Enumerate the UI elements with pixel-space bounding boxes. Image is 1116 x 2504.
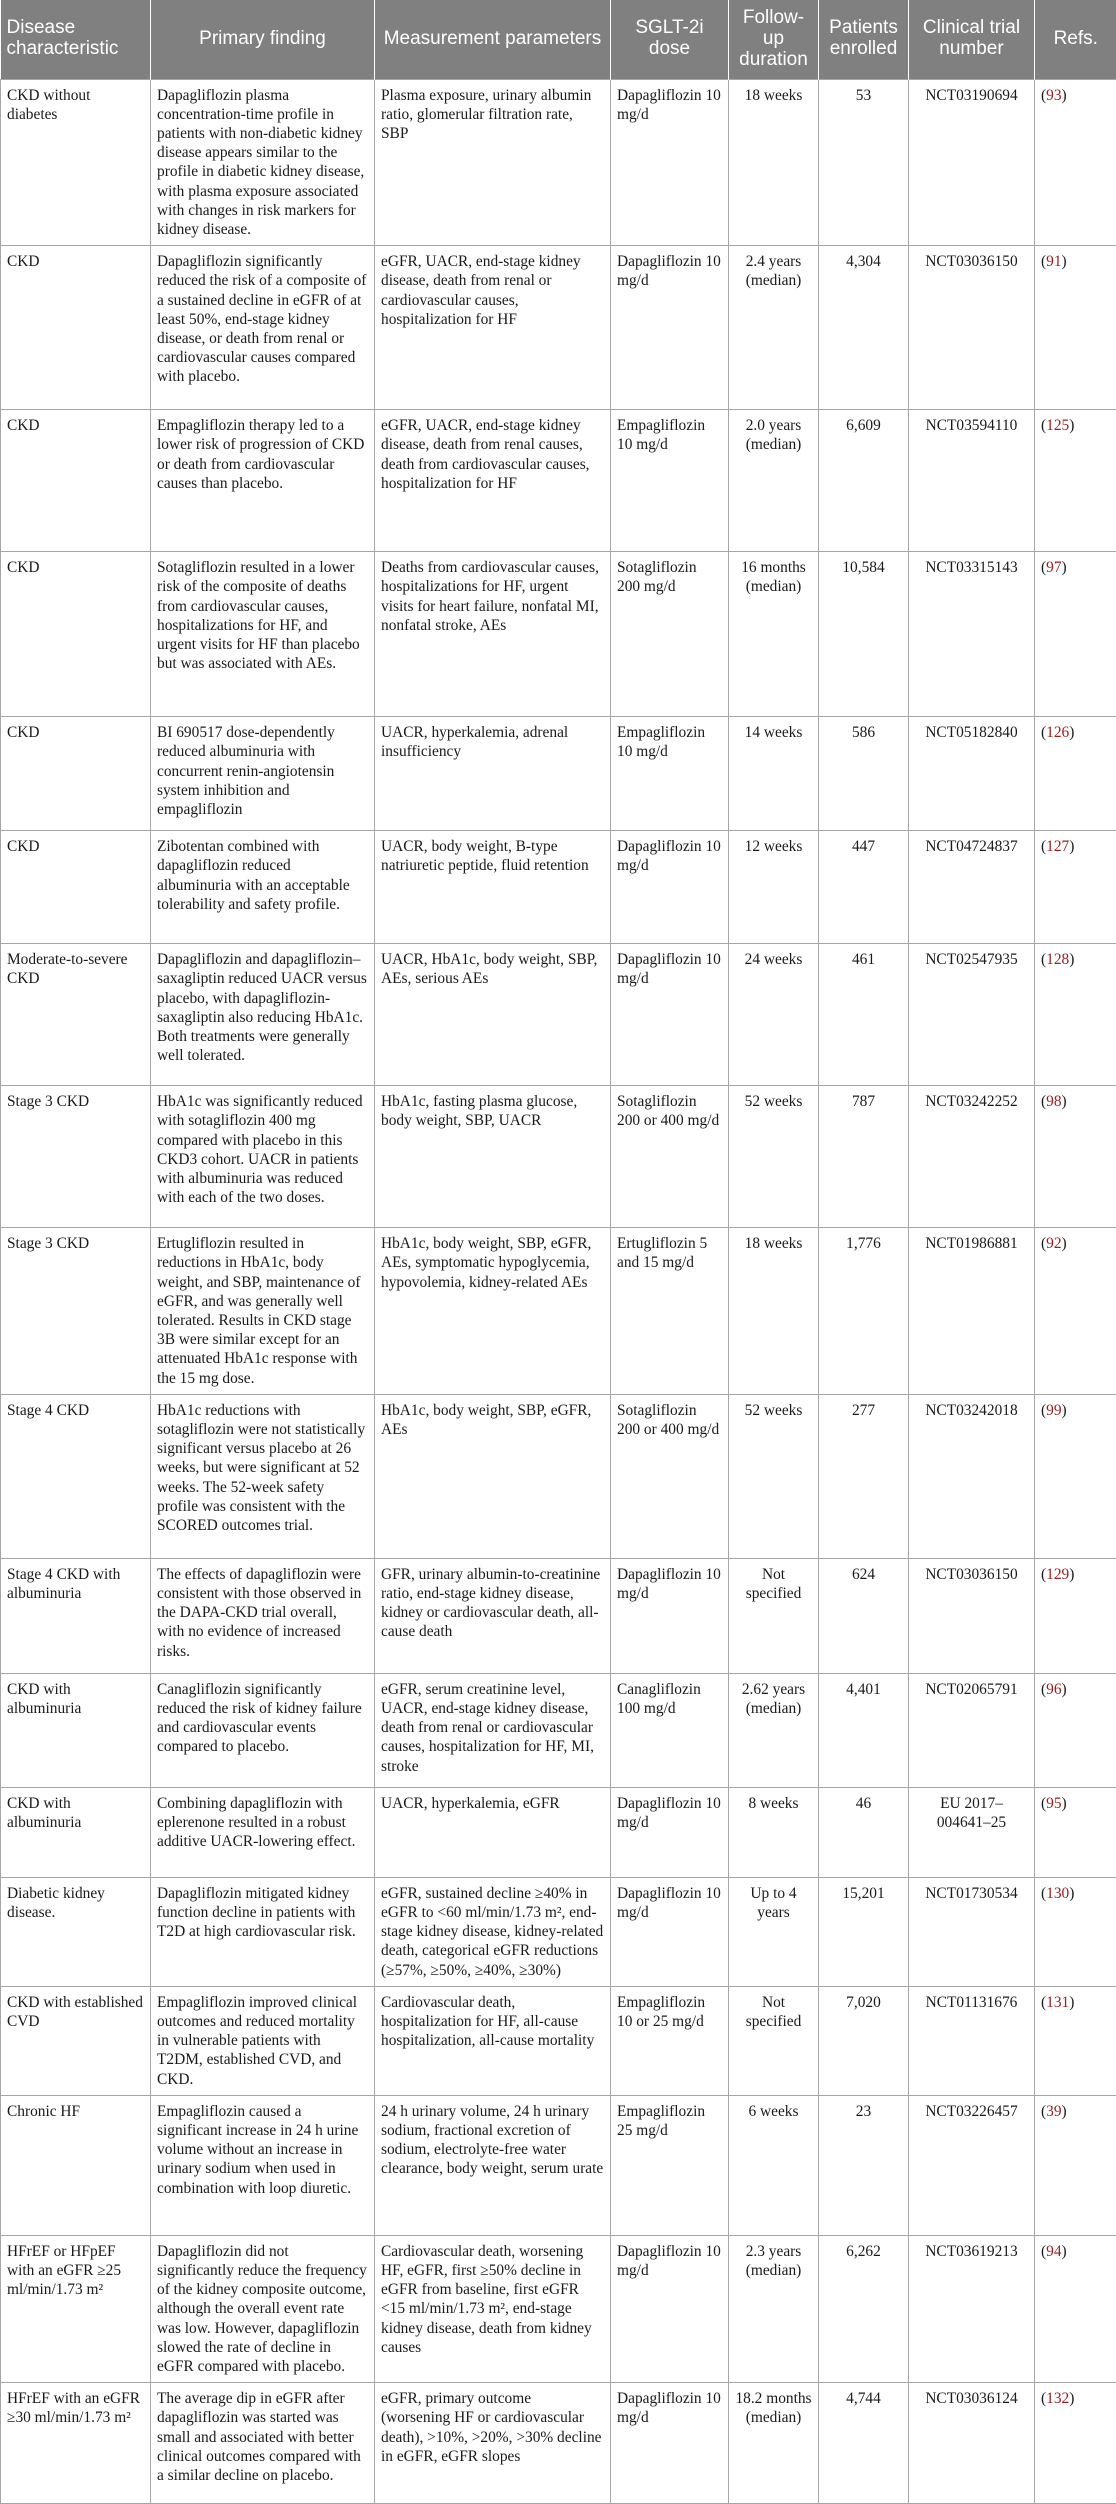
trial-cell: NCT03190694	[909, 79, 1035, 246]
finding-cell: The average dip in eGFR after dapagliflozin was started was small and associated with better clinical outcomes compared with a similar decline on placebo.	[151, 2383, 375, 2504]
ref-cell: (131)	[1035, 1986, 1116, 2095]
ref-link[interactable]: 125	[1046, 417, 1069, 434]
ref-cell: (39)	[1035, 2095, 1116, 2235]
table-row	[1, 1394, 1116, 1558]
ref-link[interactable]: 91	[1046, 253, 1061, 270]
disease-cell: Moderate-to-severe CKD	[1, 944, 151, 1086]
followup-cell: 2.4 years (median)	[729, 246, 819, 410]
dose-cell: Empagliflozin 10 mg/d	[611, 717, 729, 831]
disease-cell: CKD	[1, 410, 151, 552]
disease-cell: Stage 3 CKD	[1, 1228, 151, 1395]
ref-cell: (96)	[1035, 1673, 1116, 1787]
dose-cell: Sotagliflozin 200 or 400 mg/d	[611, 1394, 729, 1558]
parameters-cell: UACR, hyperkalemia, adrenal insufficiency	[375, 717, 611, 831]
ref-cell: (95)	[1035, 1787, 1116, 1877]
disease-cell: CKD without diabetes	[1, 79, 151, 246]
disease-cell: CKD	[1, 246, 151, 410]
ref-link[interactable]: 94	[1046, 2243, 1061, 2260]
parameters-cell: HbA1c, fasting plasma glucose, body weight, SBP, UACR	[375, 1086, 611, 1228]
table-row	[1, 2383, 1116, 2504]
disease-cell: CKD with established CVD	[1, 1986, 151, 2095]
followup-cell: 6 weeks	[729, 2095, 819, 2235]
disease-cell: HFrEF with an eGFR ≥30 ml/min/1.73 m²	[1, 2383, 151, 2504]
dose-cell: Ertugliflozin 5 and 15 mg/d	[611, 1228, 729, 1395]
parameters-cell: Plasma exposure, urinary albumin ratio, glomerular filtration rate, SBP	[375, 79, 611, 246]
patients-cell: 447	[819, 831, 909, 944]
followup-cell: 24 weeks	[729, 944, 819, 1086]
parameters-cell: eGFR, UACR, end-stage kidney disease, death from renal or cardiovascular causes, hospitalization for HF	[375, 246, 611, 410]
table-row	[1, 831, 1116, 944]
ref-cell: (97)	[1035, 552, 1116, 717]
disease-cell: Chronic HF	[1, 2095, 151, 2235]
ref-link[interactable]: 130	[1046, 1885, 1069, 1902]
header-trial: Clinical trial number	[909, 0, 1035, 79]
header-refs: Refs.	[1035, 0, 1116, 79]
trial-cell: NCT01131676	[909, 1986, 1035, 2095]
ref-link[interactable]: 126	[1046, 724, 1069, 741]
table-row	[1, 717, 1116, 831]
followup-cell: Not specified	[729, 1986, 819, 2095]
dose-cell: Dapagliflozin 10 mg/d	[611, 79, 729, 246]
table-row	[1, 1558, 1116, 1673]
trial-cell: NCT02065791	[909, 1673, 1035, 1787]
finding-cell: BI 690517 dose-dependently reduced albuminuria with concurrent renin-angiotensin system inhibition and empagliflozin	[151, 717, 375, 831]
patients-cell: 15,201	[819, 1877, 909, 1986]
patients-cell: 53	[819, 79, 909, 246]
trial-cell: NCT03036124	[909, 2383, 1035, 2504]
finding-cell: Sotagliflozin resulted in a lower risk of the composite of deaths from cardiovascular causes, hospitalizations for HF, and urgent visits for HF than placebo but was associated with AEs.	[151, 552, 375, 717]
ref-cell: (127)	[1035, 831, 1116, 944]
parameters-cell: Cardiovascular death, worsening HF, eGFR, first ≥50% decline in eGFR from baseline, first eGFR <15 ml/min/1.73 m², end-stage kidney disease, death from kidney causes	[375, 2235, 611, 2382]
ref-link[interactable]: 129	[1046, 1566, 1069, 1583]
table-row	[1, 79, 1116, 246]
dose-cell: Sotagliflozin 200 or 400 mg/d	[611, 1086, 729, 1228]
table-row	[1, 2235, 1116, 2382]
ref-link[interactable]: 131	[1046, 1994, 1069, 2011]
followup-cell: 16 months (median)	[729, 552, 819, 717]
finding-cell: Canagliflozin significantly reduced the risk of kidney failure and cardiovascular events compared to placebo.	[151, 1673, 375, 1787]
finding-cell: HbA1c was significantly reduced with sotagliflozin 400 mg compared with placebo in this CKD3 cohort. UACR in patients with albuminuria was reduced with each of the two doses.	[151, 1086, 375, 1228]
ref-cell: (99)	[1035, 1394, 1116, 1558]
parameters-cell: Cardiovascular death, hospitalization for HF, all-cause hospitalization, all-cause mortality	[375, 1986, 611, 2095]
disease-cell: Stage 3 CKD	[1, 1086, 151, 1228]
finding-cell: Dapagliflozin significantly reduced the risk of a composite of a sustained decline in eGFR of at least 50%, end-stage kidney disease, or death from renal or cardiovascular causes compared with placebo.	[151, 246, 375, 410]
parameters-cell: HbA1c, body weight, SBP, eGFR, AEs, symptomatic hypoglycemia, hypovolemia, kidney-related AEs	[375, 1228, 611, 1395]
followup-cell: 18 weeks	[729, 79, 819, 246]
trial-cell: NCT02547935	[909, 944, 1035, 1086]
disease-cell: HFrEF or HFpEF with an eGFR ≥25 ml/min/1.73 m²	[1, 2235, 151, 2382]
patients-cell: 461	[819, 944, 909, 1086]
disease-cell: CKD with albuminuria	[1, 1673, 151, 1787]
trial-cell: NCT03619213	[909, 2235, 1035, 2382]
ref-link[interactable]: 97	[1046, 559, 1061, 576]
trial-cell: NCT03594110	[909, 410, 1035, 552]
dose-cell: Dapagliflozin 10 mg/d	[611, 944, 729, 1086]
trial-cell: NCT03242018	[909, 1394, 1035, 1558]
header-row	[1, 0, 1116, 79]
finding-cell: Zibotentan combined with dapagliflozin reduced albuminuria with an acceptable tolerability and safety profile.	[151, 831, 375, 944]
ref-link[interactable]: 95	[1046, 1795, 1061, 1812]
trial-cell: NCT04724837	[909, 831, 1035, 944]
parameters-cell: eGFR, UACR, end-stage kidney disease, death from renal causes, death from cardiovascular causes, hospitalization for HF	[375, 410, 611, 552]
ref-cell: (93)	[1035, 79, 1116, 246]
ref-cell: (126)	[1035, 717, 1116, 831]
table-row	[1, 246, 1116, 410]
table-row	[1, 410, 1116, 552]
disease-cell: CKD	[1, 831, 151, 944]
ref-link[interactable]: 128	[1046, 951, 1069, 968]
trial-cell: NCT01730534	[909, 1877, 1035, 1986]
ref-cell: (128)	[1035, 944, 1116, 1086]
table-row	[1, 944, 1116, 1086]
patients-cell: 10,584	[819, 552, 909, 717]
dose-cell: Empagliflozin 25 mg/d	[611, 2095, 729, 2235]
followup-cell: 2.62 years (median)	[729, 1673, 819, 1787]
disease-cell: Diabetic kidney disease.	[1, 1877, 151, 1986]
table-row	[1, 1228, 1116, 1395]
patients-cell: 1,776	[819, 1228, 909, 1395]
dose-cell: Dapagliflozin 10 mg/d	[611, 1877, 729, 1986]
table-row	[1, 1787, 1116, 1877]
disease-cell: Stage 4 CKD	[1, 1394, 151, 1558]
followup-cell: 18.2 months (median)	[729, 2383, 819, 2504]
finding-cell: Empagliflozin caused a significant increase in 24 h urine volume without an increase in urinary sodium when used in combination with loop diuretic.	[151, 2095, 375, 2235]
ref-link[interactable]: 96	[1046, 1681, 1061, 1698]
patients-cell: 7,020	[819, 1986, 909, 2095]
finding-cell: Combining dapagliflozin with eplerenone resulted in a robust additive UACR-lowering effect.	[151, 1787, 375, 1877]
finding-cell: HbA1c reductions with sotagliflozin were not statistically significant versus placebo at 26 weeks, but were significant at 52 weeks. The 52-week safety profile was consistent with the SCORED outcomes trial.	[151, 1394, 375, 1558]
ref-link[interactable]: 99	[1046, 1402, 1061, 1419]
disease-cell: Stage 4 CKD with albuminuria	[1, 1558, 151, 1673]
finding-cell: Ertugliflozin resulted in reductions in HbA1c, body weight, and SBP, maintenance of eGFR, and was generally well tolerated. Results in CKD stage 3B were similar except for an attenuated HbA1c response with the 15 mg dose.	[151, 1228, 375, 1395]
patients-cell: 624	[819, 1558, 909, 1673]
ref-cell: (98)	[1035, 1086, 1116, 1228]
finding-cell: Dapagliflozin did not significantly reduce the frequency of the kidney composite outcome, although the overall event rate was low. However, dapagliflozin slowed the rate of decline in eGFR compared with placebo.	[151, 2235, 375, 2382]
trial-cell: EU 2017–004641–25	[909, 1787, 1035, 1877]
trial-cell: NCT05182840	[909, 717, 1035, 831]
trial-cell: NCT03226457	[909, 2095, 1035, 2235]
ref-cell: (92)	[1035, 1228, 1116, 1395]
dose-cell: Sotagliflozin 200 mg/d	[611, 552, 729, 717]
disease-cell: CKD	[1, 552, 151, 717]
header-dose: SGLT-2i dose	[611, 0, 729, 79]
dose-cell: Dapagliflozin 10 mg/d	[611, 246, 729, 410]
header-finding: Primary finding	[151, 0, 375, 79]
parameters-cell: eGFR, sustained decline ≥40% in eGFR to <60 ml/min/1.73 m², end-stage kidney disease, kidney-related death, categorical eGFR reductions (≥57%, ≥50%, ≥40%, ≥30%)	[375, 1877, 611, 1986]
followup-cell: 52 weeks	[729, 1086, 819, 1228]
parameters-cell: eGFR, serum creatinine level, UACR, end-stage kidney disease, death from renal or cardiovascular causes, hospitalization for HF, MI, stroke	[375, 1673, 611, 1787]
followup-cell: 18 weeks	[729, 1228, 819, 1395]
parameters-cell: eGFR, primary outcome (worsening HF or cardiovascular death), >10%, >20%, >30% decline in eGFR, eGFR slopes	[375, 2383, 611, 2504]
ref-cell: (94)	[1035, 2235, 1116, 2382]
trial-cell: NCT03242252	[909, 1086, 1035, 1228]
header-patients: Patients enrolled	[819, 0, 909, 79]
trial-cell: NCT01986881	[909, 1228, 1035, 1395]
finding-cell: Dapagliflozin mitigated kidney function decline in patients with T2D at high cardiovascular risk.	[151, 1877, 375, 1986]
patients-cell: 4,744	[819, 2383, 909, 2504]
patients-cell: 46	[819, 1787, 909, 1877]
parameters-cell: UACR, HbA1c, body weight, SBP, AEs, serious AEs	[375, 944, 611, 1086]
ref-link[interactable]: 132	[1046, 2390, 1069, 2407]
header-disease: Disease characteristic	[1, 0, 151, 79]
patients-cell: 277	[819, 1394, 909, 1558]
patients-cell: 787	[819, 1086, 909, 1228]
finding-cell: Dapagliflozin and dapagliflozin–saxagliptin reduced UACR versus placebo, with dapagliflozin-saxagliptin also reducing HbA1c. Both treatments were generally well tolerated.	[151, 944, 375, 1086]
table-row	[1, 2095, 1116, 2235]
table-row	[1, 1986, 1116, 2095]
parameters-cell: UACR, hyperkalemia, eGFR	[375, 1787, 611, 1877]
followup-cell: 14 weeks	[729, 717, 819, 831]
followup-cell: 12 weeks	[729, 831, 819, 944]
ref-cell: (132)	[1035, 2383, 1116, 2504]
finding-cell: Dapagliflozin plasma concentration-time profile in patients with non-diabetic kidney disease appears similar to the profile in diabetic kidney disease, with plasma exposure associated with changes in risk markers for kidney disease.	[151, 79, 375, 246]
dose-cell: Empagliflozin 10 or 25 mg/d	[611, 1986, 729, 2095]
patients-cell: 23	[819, 2095, 909, 2235]
disease-cell: CKD with albuminuria	[1, 1787, 151, 1877]
header-parameters: Measurement parameters	[375, 0, 611, 79]
parameters-cell: UACR, body weight, B-type natriuretic peptide, fluid retention	[375, 831, 611, 944]
dose-cell: Dapagliflozin 10 mg/d	[611, 831, 729, 944]
ref-link[interactable]: 39	[1046, 2103, 1061, 2120]
table-row	[1, 1877, 1116, 1986]
patients-cell: 4,304	[819, 246, 909, 410]
followup-cell: Up to 4 years	[729, 1877, 819, 1986]
trial-cell: NCT03315143	[909, 552, 1035, 717]
dose-cell: Dapagliflozin 10 mg/d	[611, 1558, 729, 1673]
dose-cell: Canagliflozin 100 mg/d	[611, 1673, 729, 1787]
patients-cell: 6,262	[819, 2235, 909, 2382]
ref-link[interactable]: 98	[1046, 1093, 1061, 1110]
table-row	[1, 552, 1116, 717]
disease-cell: CKD	[1, 717, 151, 831]
patients-cell: 4,401	[819, 1673, 909, 1787]
followup-cell: 8 weeks	[729, 1787, 819, 1877]
dose-cell: Dapagliflozin 10 mg/d	[611, 2235, 729, 2382]
patients-cell: 586	[819, 717, 909, 831]
table-row	[1, 1673, 1116, 1787]
patients-cell: 6,609	[819, 410, 909, 552]
trial-cell: NCT03036150	[909, 1558, 1035, 1673]
finding-cell: The effects of dapagliflozin were consistent with those observed in the DAPA-CKD trial overall, with no evidence of increased risks.	[151, 1558, 375, 1673]
followup-cell: 2.3 years (median)	[729, 2235, 819, 2382]
ref-cell: (91)	[1035, 246, 1116, 410]
parameters-cell: 24 h urinary volume, 24 h urinary sodium, fractional excretion of sodium, electrolyte-free water clearance, body weight, serum urate	[375, 2095, 611, 2235]
followup-cell: 2.0 years (median)	[729, 410, 819, 552]
followup-cell: 52 weeks	[729, 1394, 819, 1558]
dose-cell: Empagliflozin 10 mg/d	[611, 410, 729, 552]
ref-link[interactable]: 127	[1046, 838, 1069, 855]
ref-link[interactable]: 93	[1046, 87, 1061, 104]
ref-link[interactable]: 92	[1046, 1235, 1061, 1252]
dose-cell: Dapagliflozin 10 mg/d	[611, 2383, 729, 2504]
parameters-cell: HbA1c, body weight, SBP, eGFR, AEs	[375, 1394, 611, 1558]
ref-cell: (125)	[1035, 410, 1116, 552]
followup-cell: Not specified	[729, 1558, 819, 1673]
parameters-cell: GFR, urinary albumin-to-creatinine ratio, end-stage kidney disease, kidney or cardiovascular death, all-cause death	[375, 1558, 611, 1673]
header-followup: Follow-up duration	[729, 0, 819, 79]
finding-cell: Empagliflozin therapy led to a lower risk of progression of CKD or death from cardiovascular causes than placebo.	[151, 410, 375, 552]
dose-cell: Dapagliflozin 10 mg/d	[611, 1787, 729, 1877]
trial-cell: NCT03036150	[909, 246, 1035, 410]
ref-cell: (130)	[1035, 1877, 1116, 1986]
parameters-cell: Deaths from cardiovascular causes, hospitalizations for HF, urgent visits for heart failure, nonfatal MI, nonfatal stroke, AEs	[375, 552, 611, 717]
finding-cell: Empagliflozin improved clinical outcomes and reduced mortality in vulnerable patients with T2DM, established CVD, and CKD.	[151, 1986, 375, 2095]
table-row	[1, 1086, 1116, 1228]
ref-cell: (129)	[1035, 1558, 1116, 1673]
